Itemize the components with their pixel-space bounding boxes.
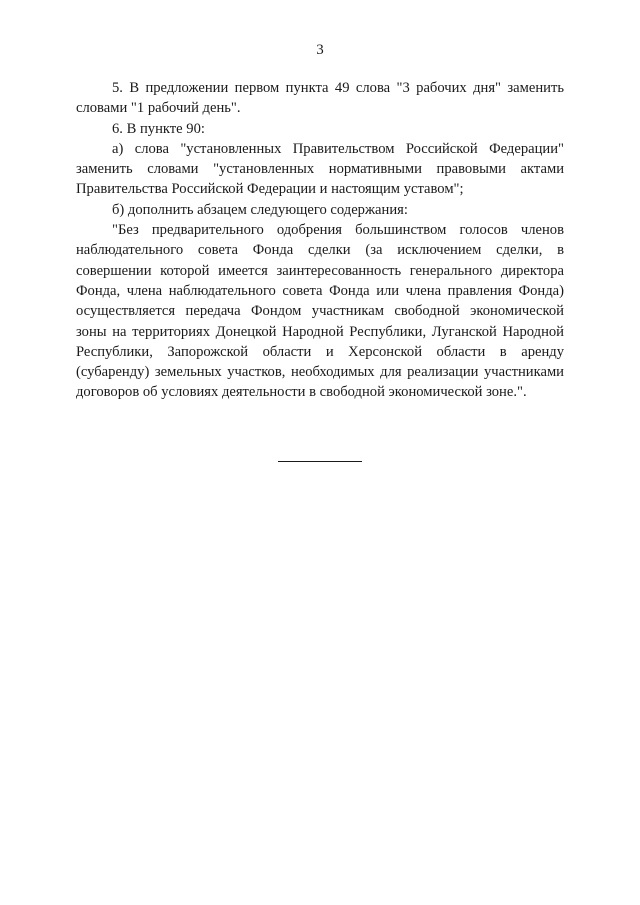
end-separator-line bbox=[278, 461, 362, 462]
paragraph-subitem-b: б) дополнить абзацем следующего содержания: bbox=[112, 201, 408, 218]
paragraph-quoted-text: "Без предварительного одобрения большинством голосов членов наблюдательного совета Фонда сделки (за исключением сделки, в совершении которой имеется заинтересованность генерального директора Фонда, члена наблюдательного совета Фонда или члена правления Фонда) осуществляется передача Фондом участникам свободной экономической зоны на территориях Донецкой Народной Республики, Луганской Народной Республики, Запорожской области и Херсонской области в аренду (субаренду) земельных участков, необходимых для реализации участниками договоров об условиях деятельности в свободной экономической зоне.". bbox=[76, 222, 564, 401]
document-body bbox=[76, 78, 564, 403]
paragraph-item-6: 6. В пункте 90: bbox=[112, 120, 205, 137]
paragraph-item-5: 5. В предложении первом пункта 49 слова "3 рабочих дня" заменить словами "1 рабочий день". bbox=[76, 80, 564, 117]
page-number: 3 bbox=[316, 42, 324, 58]
paragraph-subitem-a: а) слова "установленных Правительством Российской Федерации" заменить словами "установленных нормативными правовыми актами Правительства Российской Федерации и настоящим уставом"; bbox=[76, 140, 564, 198]
